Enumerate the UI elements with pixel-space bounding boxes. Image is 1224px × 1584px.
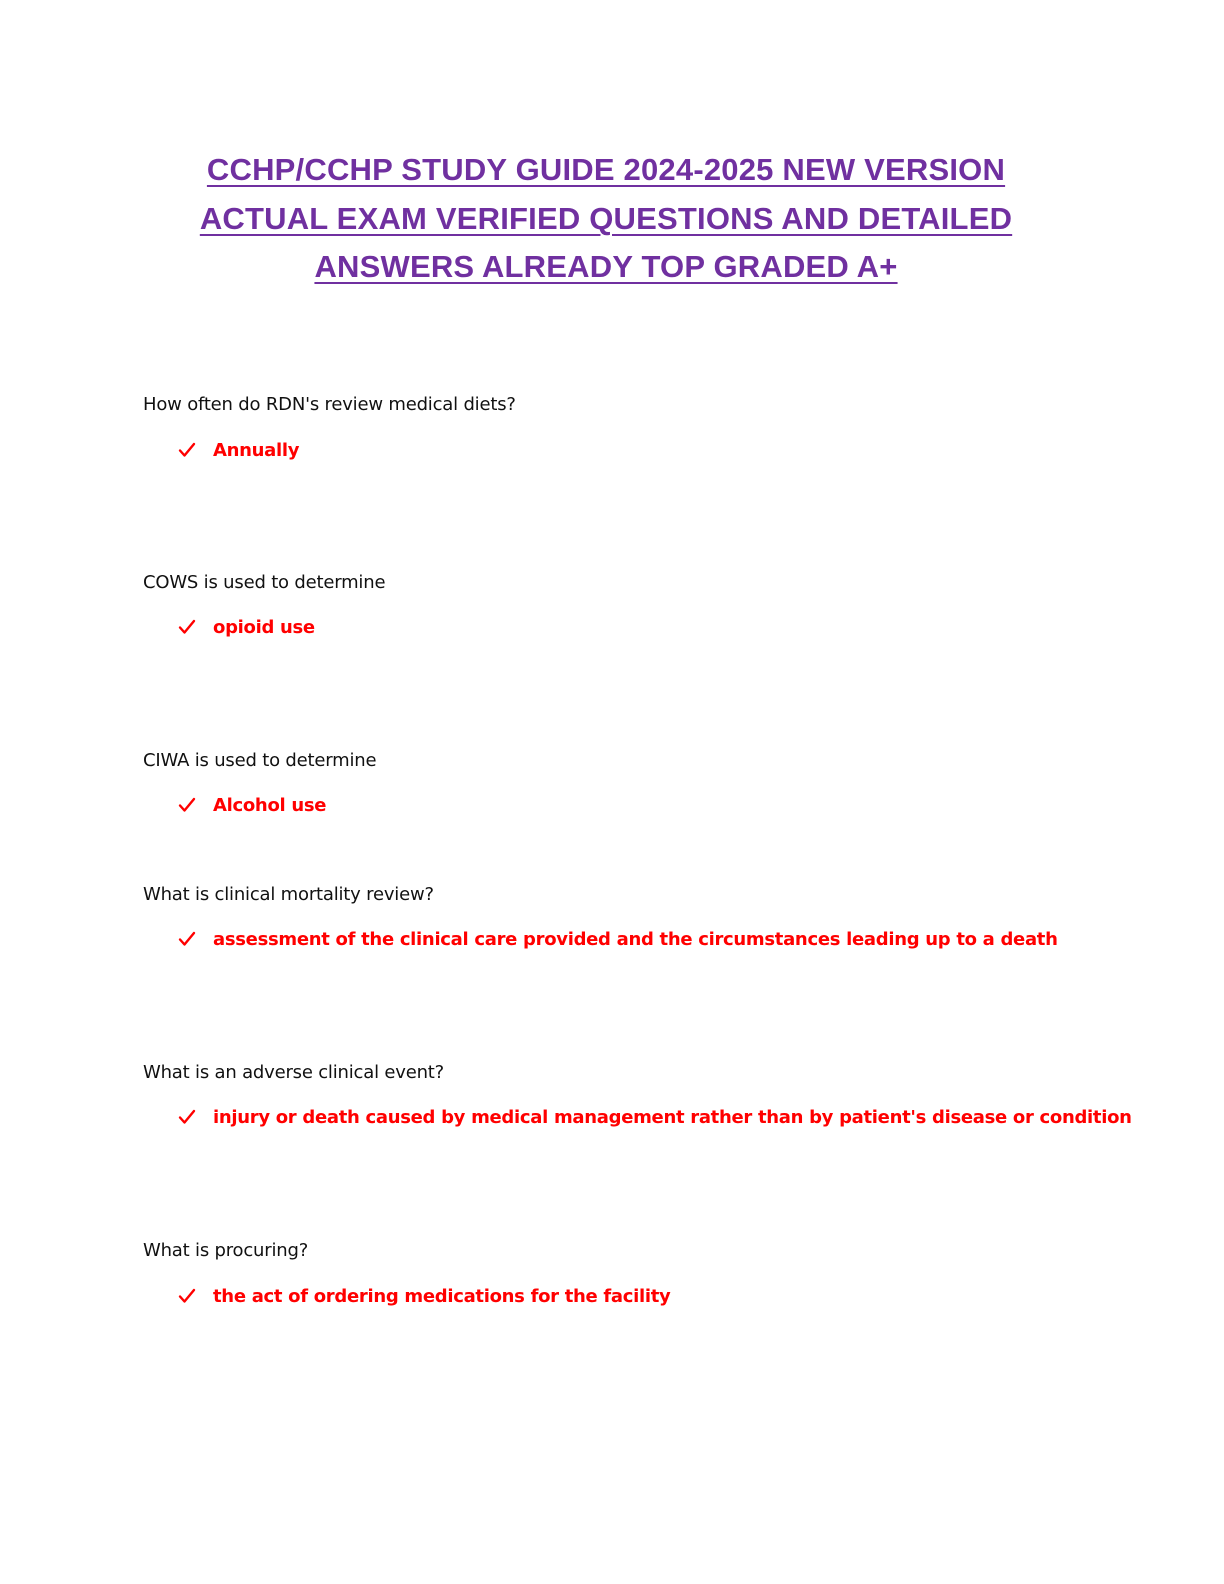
checkmark-icon — [178, 441, 196, 459]
answer-4-text: assessment of the clinical care provided and the circumstances leading up to a death — [213, 928, 1058, 950]
answer-3 — [178, 792, 326, 818]
checkmark-icon — [178, 1108, 196, 1126]
checkmark-icon — [178, 1287, 196, 1305]
title-line-2: ACTUAL EXAM VERIFIED QUESTIONS AND DETAILED — [199, 200, 1013, 236]
answer-2-text: opioid use — [213, 616, 315, 638]
question-3: CIWA is used to determine — [143, 750, 377, 771]
answer-1-text: Annually — [213, 439, 300, 461]
document-title — [130, 146, 1082, 292]
answer-6-text: the act of ordering medications for the facility — [213, 1285, 671, 1307]
question-6: What is procuring? — [143, 1240, 309, 1261]
checkmark-icon — [178, 618, 196, 636]
answer-5-text: injury or death caused by medical management rather than by patient's disease or condition — [213, 1106, 1132, 1128]
answer-2 — [178, 614, 315, 640]
checkmark-icon — [178, 796, 196, 814]
title-line-1: CCHP/CCHP STUDY GUIDE 2024-2025 NEW VERSION — [206, 152, 1006, 187]
answer-4 — [178, 926, 1058, 952]
answer-6 — [178, 1283, 671, 1309]
checkmark-icon — [178, 930, 196, 948]
answer-5 — [178, 1104, 1132, 1130]
question-1: How often do RDN's review medical diets? — [143, 394, 516, 415]
question-2: COWS is used to determine — [143, 572, 386, 593]
answer-1 — [178, 437, 299, 463]
question-5: What is an adverse clinical event? — [143, 1062, 445, 1083]
title-line-3: ANSWERS ALREADY TOP GRADED A+ — [314, 249, 898, 284]
question-4: What is clinical mortality review? — [143, 884, 434, 905]
answer-3-text: Alcohol use — [213, 794, 327, 816]
